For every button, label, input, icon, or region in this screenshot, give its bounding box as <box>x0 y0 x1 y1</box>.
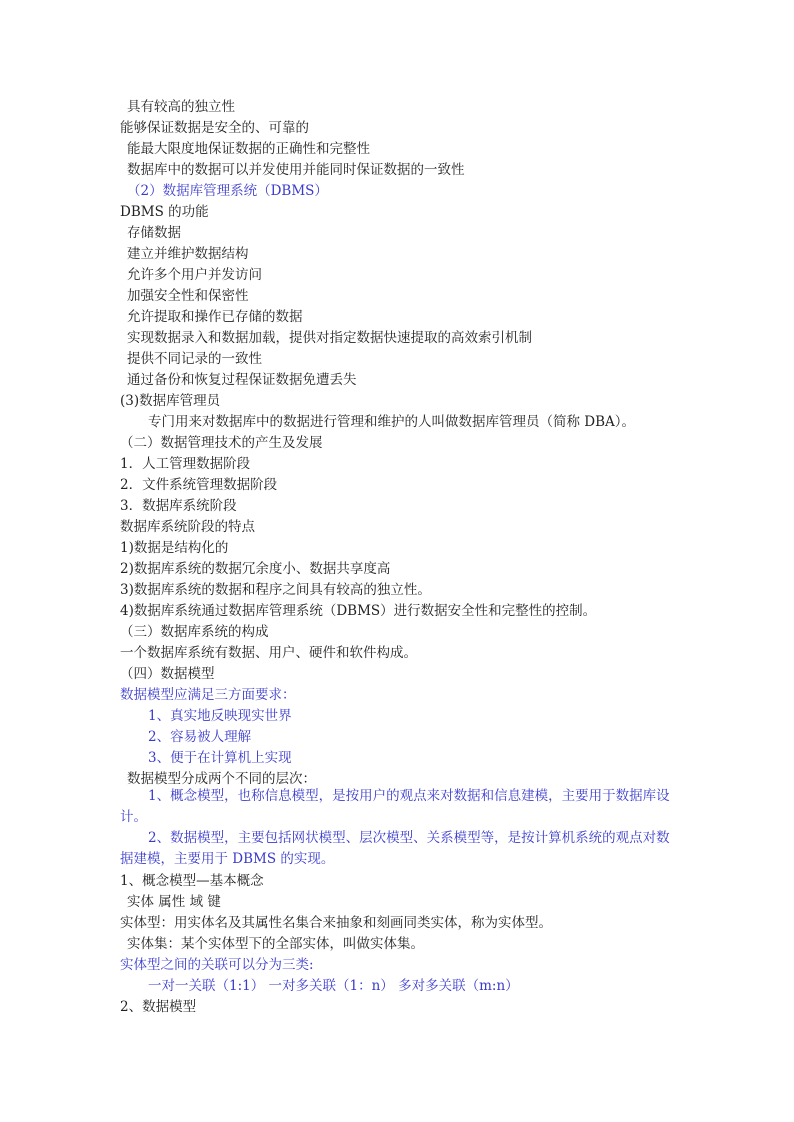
list-item: 3．数据库系统阶段 <box>120 498 237 514</box>
text-line: 实体型：用实体名及其属性名集合来抽象和刻画同类实体，称为实体型。 <box>120 915 552 931</box>
list-item: 允许多个用户并发访问 <box>127 267 262 283</box>
section-heading: （三）数据库系统的构成 <box>120 624 269 640</box>
list-item: 2)数据库系统的数据冗余度小、数据共享度高 <box>120 561 391 577</box>
list-item: 2．文件系统管理数据阶段 <box>120 477 278 493</box>
list-item: 3)数据库系统的数据和程序之间具有较高的独立性。 <box>120 582 431 598</box>
list-item: 1．人工管理数据阶段 <box>120 456 251 472</box>
list-item: 通过备份和恢复过程保证数据免遭丢失 <box>127 372 357 388</box>
list-item: 1、真实地反映现实世界 <box>148 708 292 724</box>
text-line: 实体型之间的关联可以分为三类: <box>120 957 314 973</box>
section-heading: （二）数据管理技术的产生及发展 <box>120 435 323 451</box>
paragraph: 1、概念模型，也称信息模型，是按用户的观点来对数据和信息建模，主要用于数据库设计。 <box>120 788 670 825</box>
list-item: 提供不同记录的一致性 <box>127 351 262 367</box>
paragraph: 2、数据模型，主要包括网状模型、层次模型、关系模型等，是按计算机系统的观点对数据建模，主要用于 DBMS 的实现。 <box>120 830 670 867</box>
list-item: 加强安全性和保密性 <box>127 288 249 304</box>
section-heading: （四）数据模型 <box>120 666 215 682</box>
section-heading: （2）数据库管理系统（DBMS） <box>127 183 328 199</box>
text-line: 数据库中的数据可以并发使用并能同时保证数据的一致性 <box>127 162 465 178</box>
section-heading: 2、数据模型 <box>120 999 197 1015</box>
text-line: 数据模型分成两个不同的层次： <box>127 771 316 787</box>
text-line: 数据库系统阶段的特点 <box>120 519 255 535</box>
paragraph: 专门用来对数据库中的数据进行管理和维护的人叫做数据库管理员（简称 DBA）。 <box>148 414 636 430</box>
list-item: 1)数据是结构化的 <box>120 540 229 556</box>
text-line: 一对一关联（1:1） 一对多关联（1：n） 多对多关联（m:n） <box>148 978 519 994</box>
list-item: 3、便于在计算机上实现 <box>148 750 292 766</box>
text-line: 数据模型应满足三方面要求： <box>120 687 296 703</box>
text-line: 具有较高的独立性 <box>127 99 235 115</box>
list-item: 4)数据库系统通过数据库管理系统（DBMS）进行数据安全性和完整性的控制。 <box>120 603 597 619</box>
list-item: 允许提取和操作已存储的数据 <box>127 309 303 325</box>
text-line: 实体集：某个实体型下的全部实体，叫做实体集。 <box>127 936 424 952</box>
text-line: 一个数据库系统有数据、用户、硬件和软件构成。 <box>120 645 417 661</box>
list-item: 实现数据录入和数据加载，提供对指定数据快速提取的高效索引机制 <box>127 330 532 346</box>
section-heading: (3)数据库管理员 <box>120 393 221 409</box>
text-line: DBMS 的功能 <box>120 204 209 220</box>
list-item: 建立并维护数据结构 <box>127 246 249 262</box>
text-line: 能够保证数据是安全的、可靠的 <box>120 120 309 136</box>
text-line: 能最大限度地保证数据的正确性和完整性 <box>127 141 370 157</box>
section-heading: 1、概念模型—基本概念 <box>120 873 264 889</box>
text-line: 实体 属性 域 键 <box>127 894 221 910</box>
list-item: 存储数据 <box>127 225 181 241</box>
list-item: 2、容易被人理解 <box>148 729 252 745</box>
